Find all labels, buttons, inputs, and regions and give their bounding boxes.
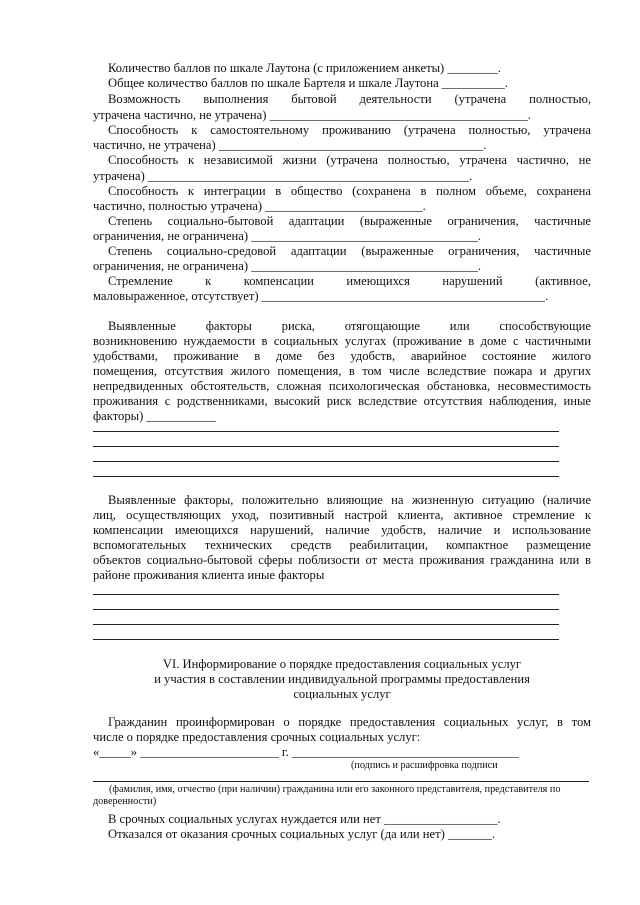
independent-living-ability-line: Способность к самостоятельному проживанию (утрачена полностью, утрачена [108,123,591,137]
name-caption-line-1: (фамилия, имя, отчество (при наличии) гражданина или его законного представителя, представителя по [109,784,561,795]
name-caption-line-2: доверенности) [93,796,157,807]
social-environment-adaptation-line-cont: ограничения, не ограничена) ____________________________________. [93,259,482,273]
risk-factors-blank-3 [93,461,559,462]
independent-living-ability-line-cont: частично, не утрачена) __________________________________________. [93,138,487,152]
autonomous-life-ability-line: Способность к независимой жизни (утрачена полностью, утрачена частично, не [108,153,591,167]
social-integration-line-cont: частично, полностью утрачена) _________________________. [93,199,426,213]
risk-factors-blank-2 [93,446,559,447]
compensation-striving-line: Стремление к компенсации имеющихся нарушений (активное, [108,274,591,288]
informed-line-1: Гражданин проинформирован о порядке предоставления социальных услуг, в том [108,715,591,729]
risk-factors-line-2: возникновению нуждаемости в социальных услугах (проживание в доме с частичными [93,334,591,348]
signature-caption: (подпись и расшифровка подписи [351,760,498,771]
household-activity-line: Возможность выполнения бытовой деятельности (утрачена полностью, [108,92,591,106]
compensation-striving-line-cont: маловыраженное, отсутствует) _____________________________________________. [93,289,549,303]
positive-factors-line-1: Выявленные факторы, положительно влияющие на жизненную ситуацию (наличие [108,493,591,507]
positive-factors-line-3: компенсации имеющихся нарушений, наличие удобств, наличие и использование [93,523,591,537]
risk-factors-line-4: помещения, отсутствия жилого помещения, в том числе вследствие пожара и других [93,364,591,378]
urgent-need-line: В срочных социальных услугах нуждается или нет __________________. [108,812,501,826]
refusal-line: Отказался от оказания срочных социальных услуг (да или нет) _______. [108,827,496,841]
risk-factors-line-3: удобствами, проживание в доме без удобств, аварийное состояние жилого [93,349,591,363]
positive-factors-line-4: вспомогательных технических средств реабилитации, компактное размещение [93,538,591,552]
social-integration-line: Способность к интеграции в общество (сохранена в полном объеме, сохранена [108,184,591,198]
section-vi-title-line-3: социальных услуг [293,687,391,701]
positive-factors-line-5: объектов социально-бытовой сферы поблизости от места проживания гражданина или в [93,553,591,567]
barthel-lawton-total-line: Общее количество баллов по шкале Бартеля и шкале Лаутона __________. [108,76,508,90]
name-blank [93,781,589,782]
informed-line-2: числе о порядке предоставления срочных социальных услуг: [93,730,421,744]
risk-factors-blank-1 [93,431,559,432]
positive-factors-blank-2 [93,609,559,610]
social-household-adaptation-line: Степень социально-бытовой адаптации (выраженные ограничения, частичные [108,214,591,228]
positive-factors-blank-1 [93,594,559,595]
section-vi-title-line-1: VI. Информирование о порядке предоставления социальных услуг [162,657,522,671]
risk-factors-line-1: Выявленные факторы риска, отягощающие или способствующие [108,319,591,333]
positive-factors-blank-3 [93,624,559,625]
positive-factors-line-6: районе проживания клиента иные факторы [93,568,325,582]
section-vi-title-line-2: и участия в составлении индивидуальной программы предоставления [154,672,530,686]
positive-factors-blank-4 [93,639,559,640]
autonomous-life-ability-line-cont: утрачена) ___________________________________________________. [93,169,473,183]
date-signature-line: «_____» ______________________ г. ____________________________________ [93,745,519,759]
risk-factors-line-6: проживания с родственниками, высокий риск вследствие отсутствия наблюдения, иные [93,394,591,408]
risk-factors-line-5: непредвиденных обстоятельств, сложная психологическая обстановка, несовместимость [93,379,591,393]
risk-factors-blank-4 [93,476,559,477]
social-environment-adaptation-line: Степень социально-средовой адаптации (выраженные ограничения, частичные [108,244,591,258]
social-household-adaptation-line-cont: ограничения, не ограничена) ____________________________________. [93,229,482,243]
lawton-score-line: Количество баллов по шкале Лаутона (с приложением анкеты) ________. [108,61,501,75]
risk-factors-line-7: факторы) ___________ [93,409,216,423]
household-activity-line-cont: утрачена частично, не утрачена) _________________________________________. [93,108,531,122]
positive-factors-line-2: лиц, осуществляющих уход, позитивный настрой клиента, активное стремление к [93,508,591,522]
